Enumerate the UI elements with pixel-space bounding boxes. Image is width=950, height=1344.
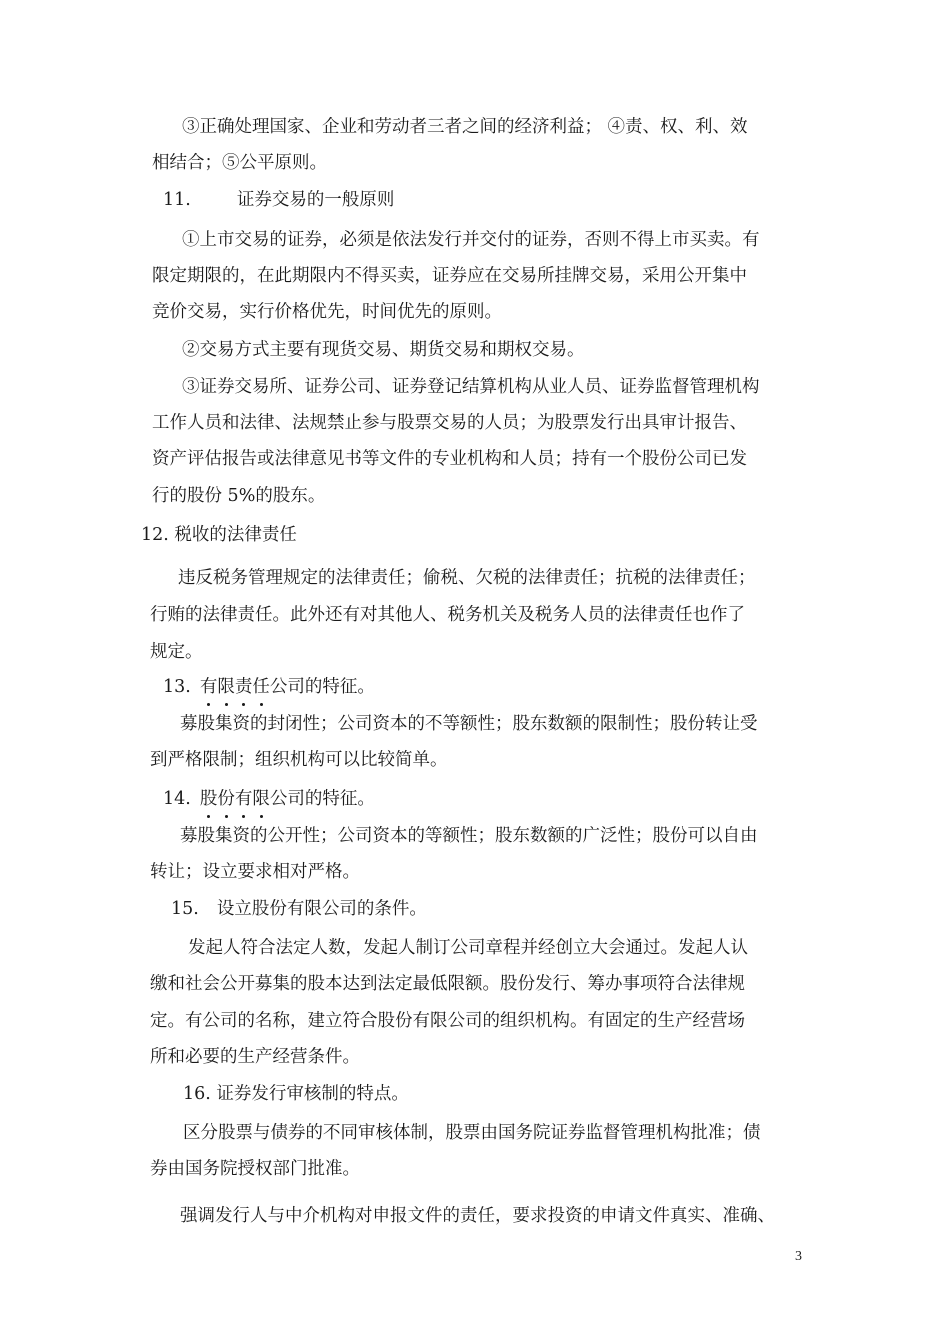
section-heading-15 <box>171 897 427 921</box>
section-heading-14 <box>163 787 375 811</box>
heading-text: 设立股份有限公司的条件。 <box>216 899 427 919</box>
paragraph-line: 募股集资的公开性；公司资本的等额性；股东数额的广泛性；股份可以自由 <box>180 826 758 846</box>
emphasis-char: 限 <box>217 677 235 697</box>
heading-text: 证券交易的一般原则 <box>236 190 395 210</box>
emphasis-char: 有 <box>234 789 253 809</box>
emphasis-char: 股 <box>199 789 218 809</box>
paragraph-line: 强调发行人与中介机构对申报文件的责任，要求投资的申请文件真实、准确、 <box>180 1206 775 1226</box>
emphasis-char: 限 <box>252 789 270 809</box>
paragraph-line: 行贿的法律责任。此外还有对其他人、税务机关及税务人员的法律责任也作了 <box>150 605 745 625</box>
paragraph-line: 相结合；⑤公平原则。 <box>152 153 327 173</box>
paragraph-line: 到严格限制；组织机构可以比较简单。 <box>150 750 448 770</box>
paragraph-line: 定。有公司的名称，建立符合股份有限公司的组织机构。有固定的生产经营场 <box>150 1011 745 1031</box>
paragraph-line: 所和必要的生产经营条件。 <box>150 1047 360 1067</box>
paragraph-line: 违反税务管理规定的法律责任；偷税、欠税的法律责任；抗税的法律责任； <box>178 568 756 588</box>
heading-number: 13. <box>163 677 191 697</box>
paragraph-line: 缴和社会公开募集的股本达到法定最低限额。股份发行、筹办事项符合法律规 <box>150 974 745 994</box>
paragraph-line: 募股集资的封闭性；公司资本的不等额性；股东数额的限制性；股份转让受 <box>180 714 758 734</box>
section-heading-16: 16. 证券发行审核制的特点。 <box>183 1084 409 1104</box>
emphasis-char: 有 <box>199 677 218 697</box>
paragraph-line: 工作人员和法律、法规禁止参与股票交易的人员；为股票发行出具审计报告、 <box>152 413 747 433</box>
paragraph-line: 发起人符合法定人数，发起人制订公司章程并经创立大会通过。发起人认 <box>188 938 748 958</box>
heading-number: 15. <box>171 899 199 919</box>
heading-number: 11. <box>163 190 191 210</box>
heading-number: 14. <box>163 789 191 809</box>
page-number: 3 <box>795 1249 802 1264</box>
paragraph-line: ①上市交易的证券，必须是依法发行并交付的证券，否则不得上市买卖。有 <box>182 230 760 250</box>
paragraph-line: 竞价交易，实行价格优先，时间优先的原则。 <box>152 302 502 322</box>
paragraph-line: 资产评估报告或法律意见书等文件的专业机构和人员；持有一个股份公司已发 <box>152 449 747 469</box>
emphasis-char: 任 <box>252 677 270 697</box>
paragraph-line: ②交易方式主要有现货交易、期货交易和期权交易。 <box>182 340 585 360</box>
heading-text: 公司的特征。 <box>269 789 375 809</box>
paragraph-line: 转让；设立要求相对严格。 <box>150 862 360 882</box>
section-heading-13 <box>163 675 375 699</box>
emphasis-char: 份 <box>217 789 235 809</box>
paragraph-line: 限定期限的，在此期限内不得买卖，证券应在交易所挂牌交易，采用公开集中 <box>152 266 747 286</box>
section-heading-12: 12. 税收的法律责任 <box>141 525 297 545</box>
heading-text: 公司的特征。 <box>269 677 375 697</box>
section-heading-11 <box>163 188 394 212</box>
paragraph-line: 区分股票与债券的不同审核体制，股票由国务院证券监督管理机构批准；债 <box>183 1123 761 1143</box>
paragraph-line: 行的股份 5%的股东。 <box>152 486 326 506</box>
paragraph-line: 券由国务院授权部门批准。 <box>150 1159 360 1179</box>
emphasis-char: 责 <box>234 677 253 697</box>
paragraph-line: 规定。 <box>150 642 203 662</box>
paragraph-line: ③正确处理国家、企业和劳动者三者之间的经济利益； ④责、权、利、效 <box>182 117 748 137</box>
paragraph-line: ③证券交易所、证券公司、证券登记结算机构从业人员、证券监督管理机构 <box>182 377 760 397</box>
